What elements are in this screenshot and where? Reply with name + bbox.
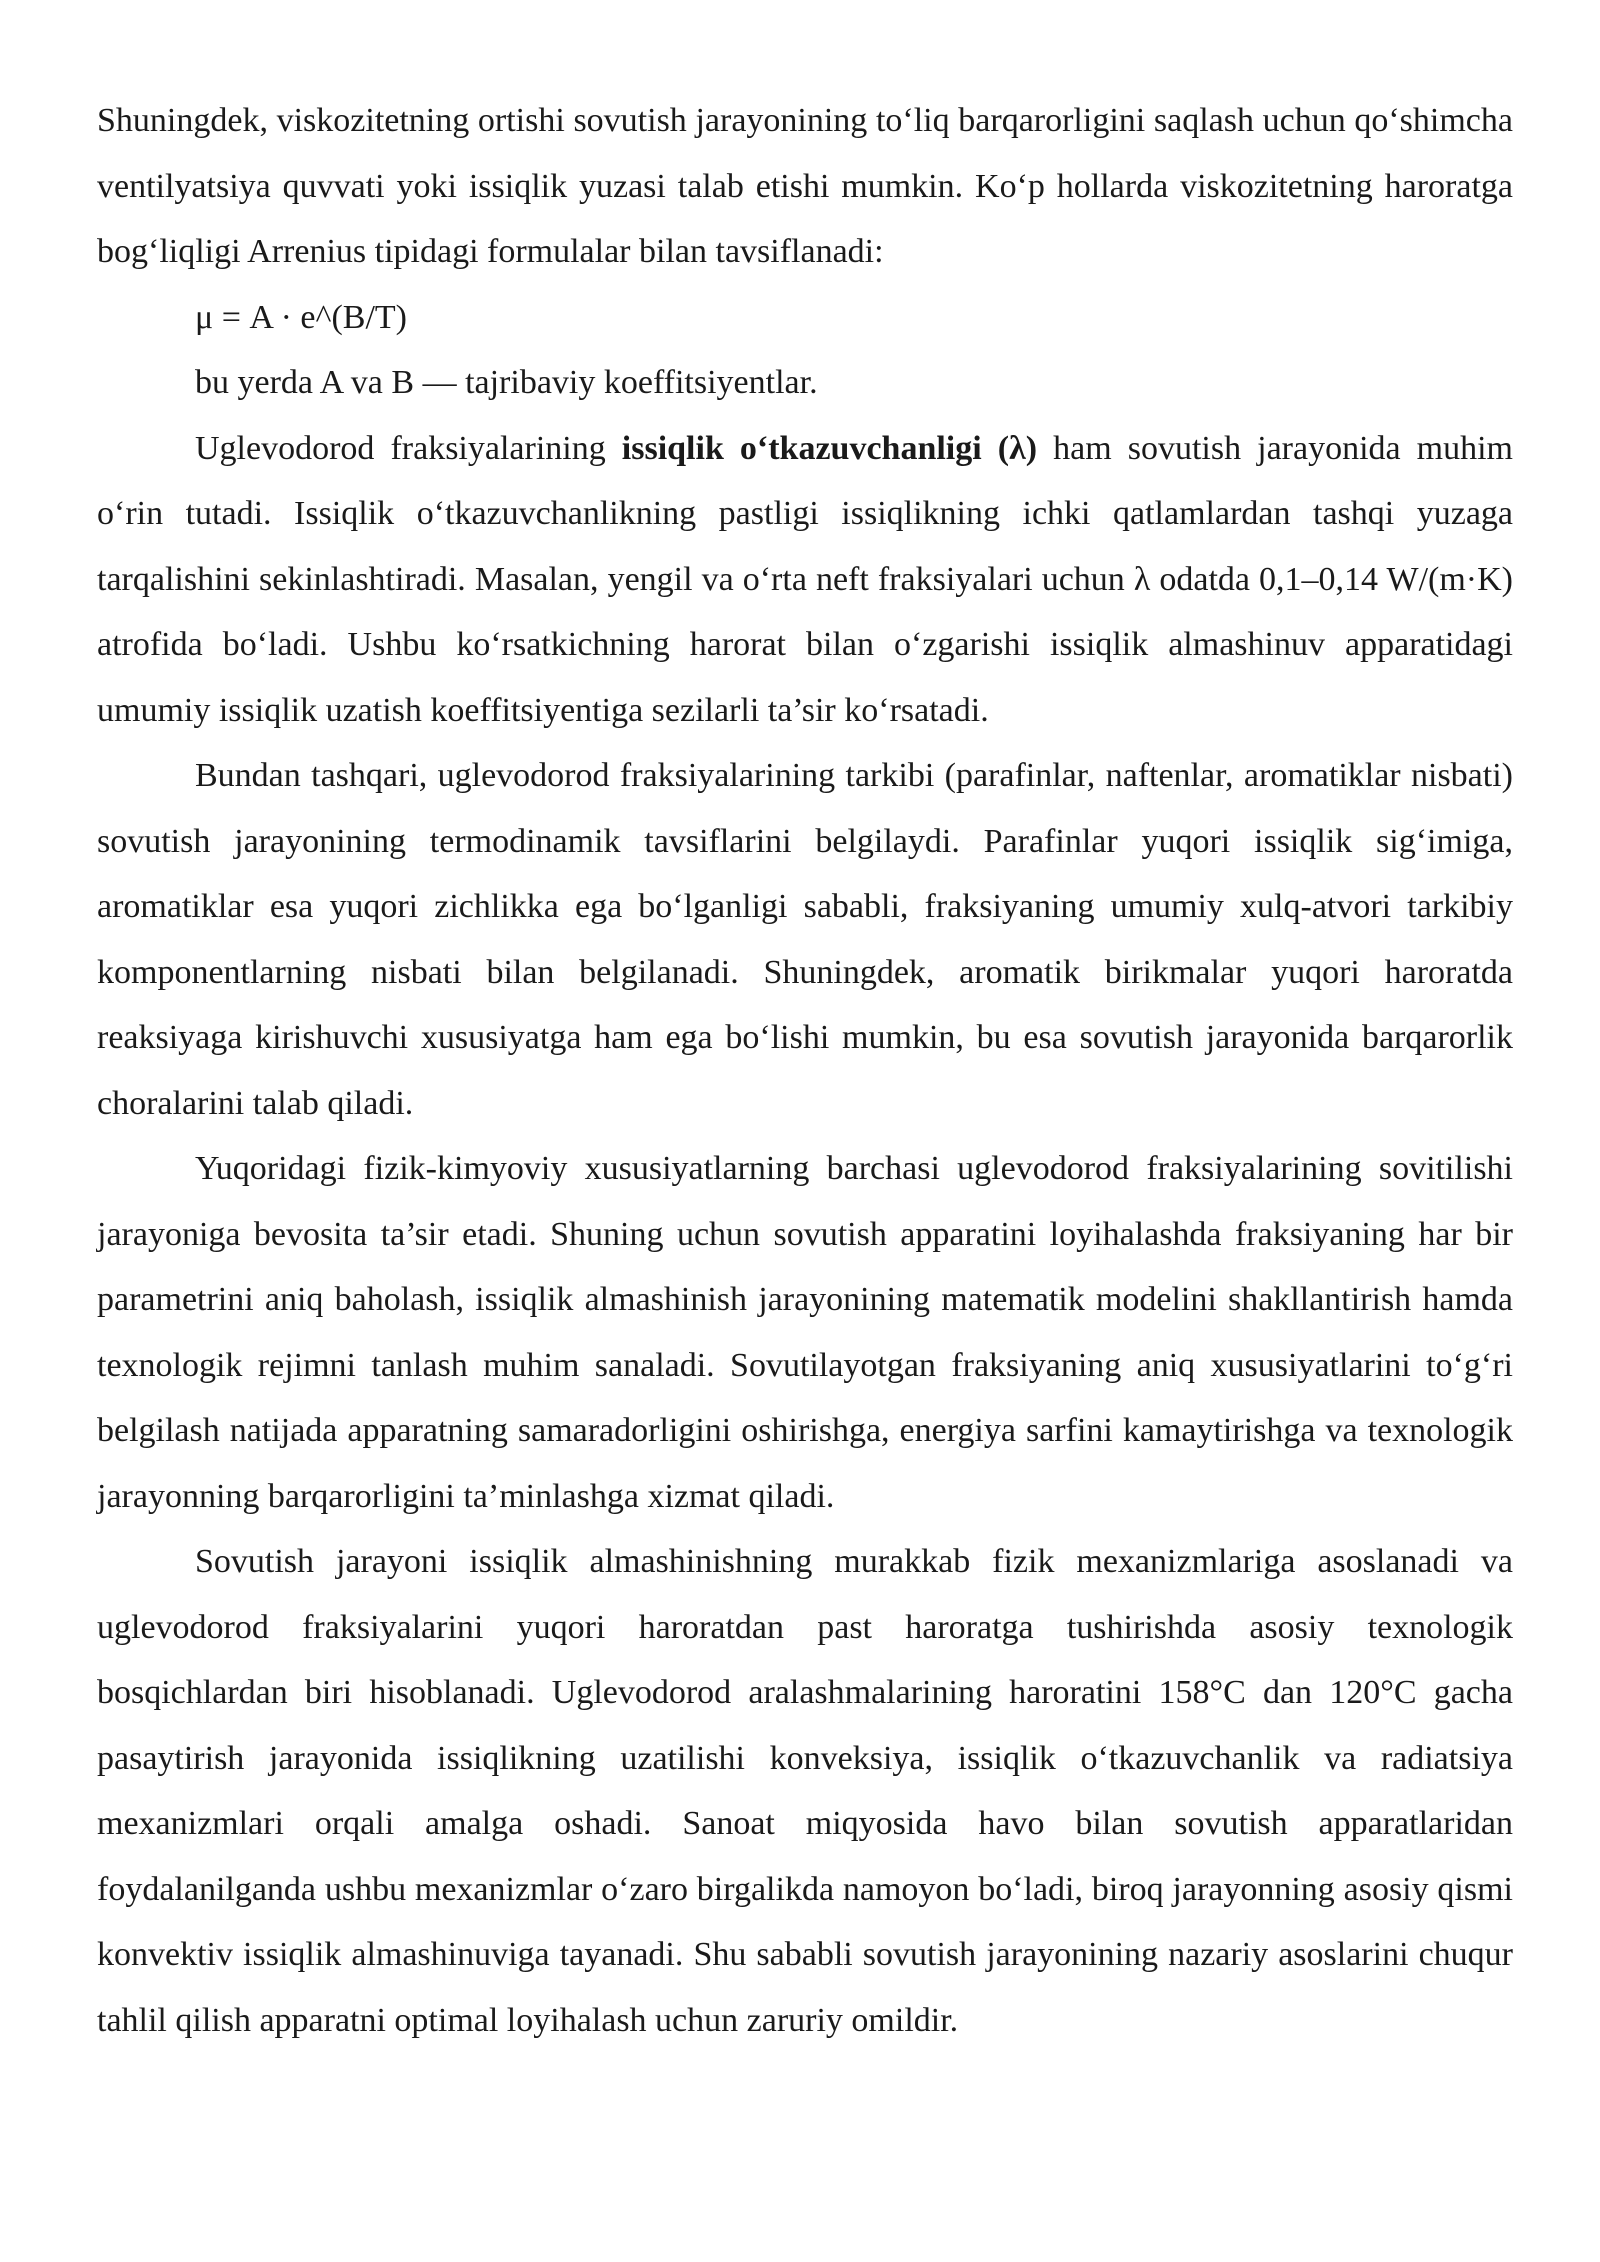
paragraph-composition: Bundan tashqari, uglevodorod fraksiyalarining tarkibi (parafinlar, naftenlar, aromatiklar nisbati) sovutish jarayonining termodinamik tavsiflarini belgilaydi. Parafinlar yuqori issiqlik sig‘imiga, aromatiklar esa yuqori zichlikka ega bo‘lganligi sababli, fraksiyaning umumiy xulq-atvori tarkibiy komponentlarning nisbati bilan belgilanadi. Shuningdek, aromatik birikmalar yuqori haroratda reaksiyaga kirishuvchi xususiyatga ham ega bo‘lishi mumkin, bu esa sovutish jarayonida barqarorlik choralarini talab qiladi. (97, 757, 1513, 1122)
paragraph-thermal-conductivity (97, 416, 1513, 744)
paragraph-thermal-conductivity-body: ham sovutish jarayonida muhim o‘rin tutadi. Issiqlik o‘tkazuvchanlikning pastligi issiqlikning ichki qatlamlardan tashqi yuzaga tarqalishini sekinlashtiradi. Masalan, yengil va o‘rta neft fraksiyalari uchun λ odatda 0,1–0,14 W/(m·K) atrofida bo‘ladi. Ushbu ko‘rsatkichning harorat bilan o‘zgarishi issiqlik almashinuv apparatidagi umumiy issiqlik uzatish koeffitsiyentiga sezilarli ta’sir ko‘rsatadi. (97, 429, 1514, 729)
paragraph-cooling-process: Sovutish jarayoni issiqlik almashinishning murakkab fizik mexanizmlariga asoslanadi va uglevodorod fraksiyalarini yuqori haroratdan past haroratga tushirishda asosiy texnologik bosqichlardan biri hisoblanadi. Uglevodorod aralashmalarining haroratini 158°C dan 120°C gacha pasaytirish jarayonida issiqlikning uzatilishi konveksiya, issiqlik o‘tkazuvchanlik va radiatsiya mexanizmlari orqali amalga oshadi. Sanoat miqyosida havo bilan sovutish apparatlaridan foydalanilganda ushbu mexanizmlar o‘zaro birgalikda namoyon bo‘ladi, biroq jarayonning asosiy qismi konvektiv issiqlik almashinuviga tayanadi. Shu sababli sovutish jarayonining nazariy asoslarini chuqur tahlil qilish apparatni optimal loyihalash uchun zaruriy omildir. (97, 1543, 1513, 2039)
document-page (97, 88, 1513, 2053)
paragraph-viscosity: Shuningdek, viskozitetning ortishi sovutish jarayonining to‘liq barqarorligini saqlash uchun qo‘shimcha ventilyatsiya quvvati yoki issiqlik yuzasi talab etishi mumkin. Ko‘p hollarda viskozitetning haroratga bog‘liqligi Arrenius tipidagi formulalar bilan tavsiflanadi: (97, 102, 1513, 270)
formula-note: bu yerda A va B — tajribaviy koeffitsiyentlar. (195, 364, 818, 401)
formula-arrhenius: μ = A · e^(B/T) (195, 298, 407, 336)
paragraph-properties-summary: Yuqoridagi fizik-kimyoviy xususiyatlarning barchasi uglevodorod fraksiyalarining sovitilishi jarayoniga bevosita ta’sir etadi. Shuning uchun sovutish apparatini loyihalashda fraksiyaning har bir parametrini aniq baholash, issiqlik almashinish jarayonining matematik modelini shakllantirish hamda texnologik rejimni tanlash muhim sanaladi. Sovutilayotgan fraksiyaning aniq xususiyatlarini to‘g‘ri belgilash natijada apparatning samaradorligini oshirishga, energiya sarfini kamaytirishga va texnologik jarayonning barqarorligini ta’minlashga xizmat qiladi. (97, 1150, 1513, 1515)
term-thermal-conductivity: issiqlik o‘tkazuvchanligi (λ) (621, 429, 1038, 467)
paragraph-thermal-conductivity-lead: Uglevodorod fraksiyalarining (195, 429, 622, 467)
